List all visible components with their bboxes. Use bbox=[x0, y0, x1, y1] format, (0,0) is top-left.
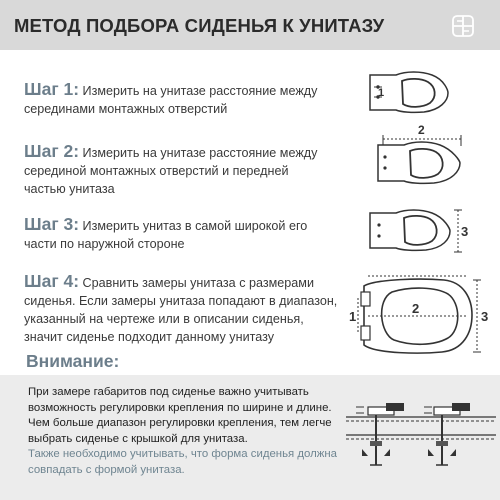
step-2-text: Измерить на унитазе расстояние между серединой монтажных отверстий и передней частью унитаза bbox=[24, 146, 318, 196]
step-3-toilet-diagram bbox=[366, 206, 476, 254]
step-1-measure-marker: 1 bbox=[378, 87, 385, 99]
fastener-adjustment-diagram bbox=[346, 393, 496, 483]
step-2-measure-marker: 2 bbox=[418, 123, 425, 137]
brand-logo-icon bbox=[452, 15, 474, 37]
step-2 bbox=[24, 142, 329, 198]
step-2-toilet-diagram bbox=[374, 120, 464, 190]
step-4 bbox=[24, 272, 342, 346]
step-3-text: Измерить унитаз в самой широкой его части по наружной стороне bbox=[24, 219, 308, 251]
attention-panel bbox=[0, 375, 500, 500]
step-4-marker-3: 3 bbox=[481, 309, 489, 324]
step-4-marker-2: 2 bbox=[412, 301, 420, 316]
step-2-label: Шаг 2: bbox=[24, 141, 80, 161]
attention-main-text: При замере габаритов под сиденье важно учитывать возможность регулировки крепления по ширине и длине. Чем больше диапазон регулировки крепления, тем легче выбрать сиденье с крышкой для унитаза. bbox=[28, 386, 332, 445]
step-3-label: Шаг 3: bbox=[24, 214, 80, 234]
step-4-seat-diagram bbox=[346, 272, 494, 362]
step-1-toilet-diagram bbox=[366, 66, 456, 116]
step-1-text: Измерить на унитазе расстояние между серединами монтажных отверстий bbox=[24, 84, 318, 116]
step-4-text: Сравнить замеры унитаза с размерами сиденья. Если замеры унитаза попадают в диапазон, указанный на чертеже или в описании сиденья, значит сиденье подходит данному унитазу bbox=[24, 276, 338, 344]
step-1-label: Шаг 1: bbox=[24, 79, 80, 99]
right-fastener-icon bbox=[424, 403, 470, 465]
attention-heading: Внимание: bbox=[26, 351, 120, 371]
step-3 bbox=[24, 215, 324, 253]
page-title: МЕТОД ПОДБОРА СИДЕНЬЯ К УНИТАЗУ bbox=[14, 15, 385, 36]
header-bar bbox=[0, 0, 500, 50]
step-4-label: Шаг 4: bbox=[24, 271, 80, 291]
step-4-marker-1: 1 bbox=[349, 309, 357, 324]
step-1 bbox=[24, 80, 324, 118]
left-fastener-icon bbox=[356, 403, 404, 465]
step-3-measure-marker: 3 bbox=[461, 224, 469, 239]
attention-note-text: Также необходимо учитывать, что форма сиденья должна совпадать с формой унитаза. bbox=[28, 448, 337, 476]
